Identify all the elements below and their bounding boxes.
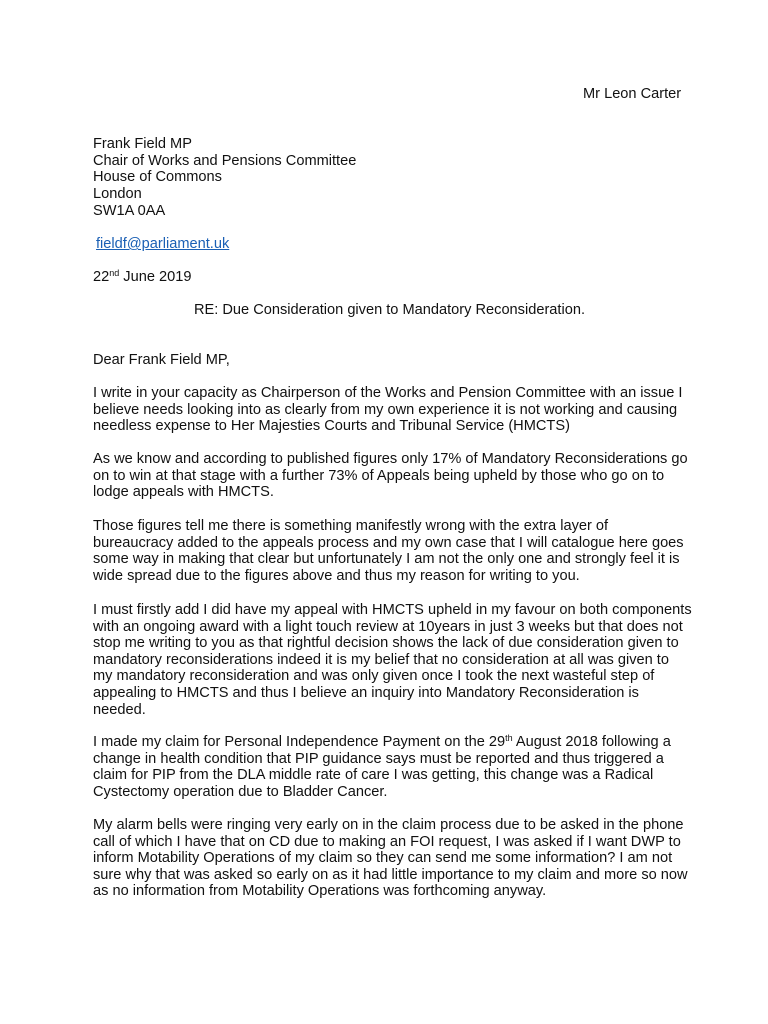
paragraph-line: my mandatory reconsideration and was only given once I took the next wasteful step of bbox=[93, 668, 655, 685]
paragraph-line: on to win at that stage with a further 73% of Appeals being upheld by those who go on to bbox=[93, 467, 665, 484]
recipient-city: London bbox=[93, 186, 142, 202]
paragraph-line: lodge appeals with HMCTS. bbox=[93, 484, 274, 501]
paragraph-line: sure why that was asked so early on as it had little importance to my claim and more so now bbox=[93, 866, 688, 883]
paragraph-line: mandatory reconsiderations indeed it is my belief that no consideration at all was given to bbox=[93, 651, 669, 668]
claim-text-pre: I made my claim for Personal Independence Payment on the 29 bbox=[93, 734, 506, 750]
paragraph-line: bureaucracy added to the appeals process and my own case that I will catalogue here goes bbox=[93, 534, 684, 551]
claim-date-suffix: th bbox=[505, 733, 513, 743]
date-rest: June 2019 bbox=[119, 269, 192, 285]
paragraph-line: inform Motability Operations of my claim so they can send me some information? I am not bbox=[93, 850, 673, 867]
paragraph-line: needless expense to Her Majesties Courts and Tribunal Service (HMCTS) bbox=[93, 418, 570, 435]
paragraph-line: Cystectomy operation due to Bladder Cancer. bbox=[93, 783, 388, 800]
paragraph-line: I write in your capacity as Chairperson of the Works and Pension Committee with an issue I bbox=[93, 385, 683, 401]
recipient-name: Frank Field MP bbox=[93, 136, 192, 152]
paragraph-line: I must firstly add I did have my appeal with HMCTS upheld in my favour on both components bbox=[93, 602, 692, 618]
recipient-postcode: SW1A 0AA bbox=[93, 203, 166, 219]
sender-name: Mr Leon Carter bbox=[583, 86, 682, 102]
paragraph-line: stop me writing to you as that rightful decision shows the lack of due consideration given to bbox=[93, 635, 679, 652]
paragraph-5 bbox=[93, 734, 693, 800]
paragraph-6 bbox=[93, 817, 693, 900]
paragraph-2 bbox=[93, 451, 693, 501]
salutation: Dear Frank Field MP, bbox=[93, 352, 230, 368]
paragraph-line: My alarm bells were ringing very early on in the claim process due to be asked in the phone bbox=[93, 817, 684, 833]
paragraph-3 bbox=[93, 518, 693, 584]
paragraph-line: Those figures tell me there is something manifestly wrong with the extra layer of bbox=[93, 518, 609, 534]
paragraph-line: change in health condition that PIP guidance says must be reported and thus triggered a bbox=[93, 750, 664, 767]
paragraph-line: believe needs looking into as clearly from my own experience it is not working and causing bbox=[93, 401, 678, 418]
letter-date bbox=[93, 269, 191, 286]
claim-text-post: August 2018 following a bbox=[512, 734, 671, 750]
subject-line: RE: Due Consideration given to Mandatory Reconsideration. bbox=[194, 302, 586, 318]
paragraph-line bbox=[93, 734, 693, 751]
recipient-org: House of Commons bbox=[93, 169, 222, 185]
paragraph-line: needed. bbox=[93, 701, 146, 718]
date-suffix: nd bbox=[109, 268, 120, 278]
paragraph-line: claim for PIP from the DLA middle rate of care I was getting, this change was a Radical bbox=[93, 767, 654, 784]
paragraph-4 bbox=[93, 602, 693, 718]
date-day: 22 bbox=[93, 269, 110, 285]
paragraph-line: call of which I have that on CD due to making an FOI request, I was asked if I want DWP to bbox=[93, 833, 681, 850]
recipient-role: Chair of Works and Pensions Committee bbox=[93, 153, 357, 169]
paragraph-line: wide spread due to the figures above and thus my reason for writing to you. bbox=[93, 567, 580, 584]
email-link[interactable]: fieldf@parliament.uk bbox=[96, 236, 230, 252]
paragraph-line: some way in making that clear but unfortunately I am not the only one and strongly feel it is bbox=[93, 551, 680, 568]
paragraph-1 bbox=[93, 385, 693, 435]
paragraph-line: As we know and according to published figures only 17% of Mandatory Reconsiderations go bbox=[93, 451, 688, 467]
paragraph-line: with an ongoing award with a light touch review at 10years in just 3 weeks but that does not bbox=[93, 618, 683, 635]
paragraph-line: as no information from Motability Operations was forthcoming anyway. bbox=[93, 883, 547, 900]
paragraph-line: appealing to HMCTS and thus I believe an inquiry into Mandatory Reconsideration is bbox=[93, 684, 639, 701]
